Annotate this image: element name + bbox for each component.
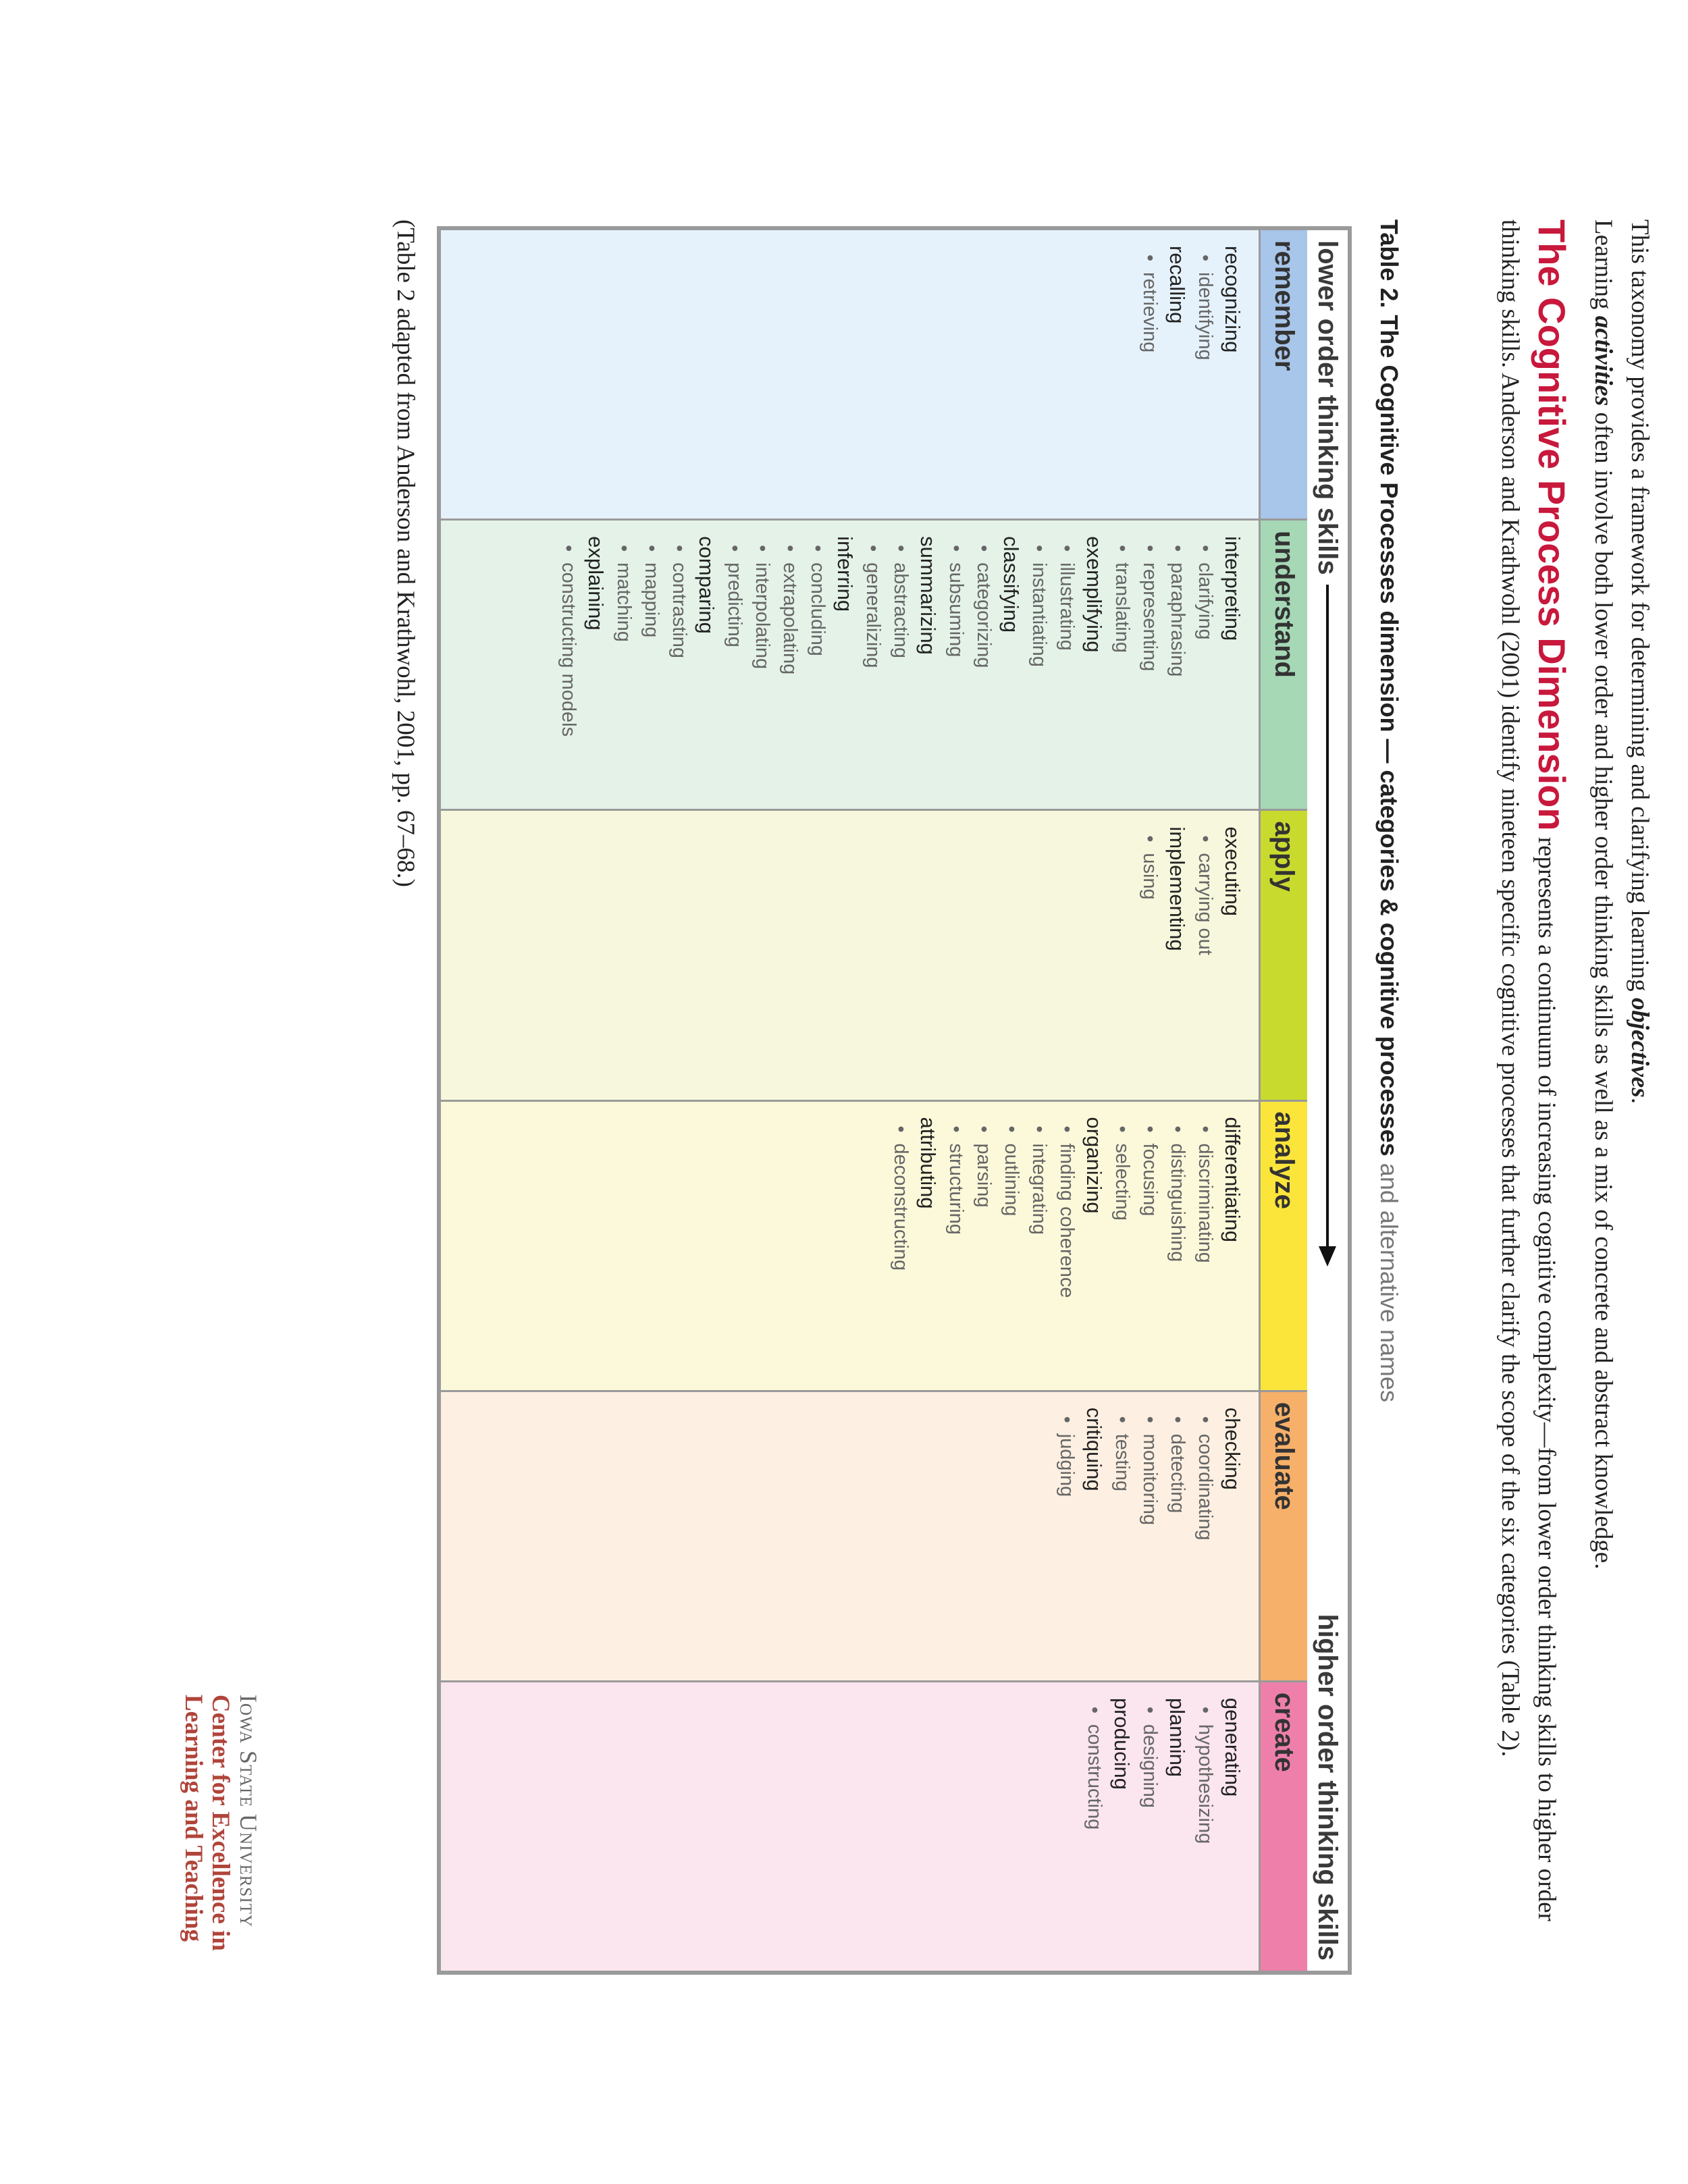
- lower-order-label: lower order thinking skills: [1313, 240, 1343, 575]
- alternative-name: • outlining: [997, 1102, 1025, 1390]
- column-remember: [441, 230, 1307, 521]
- alternative-name: • carrying out: [1191, 811, 1219, 1099]
- cognitive-process: inferring: [833, 536, 857, 612]
- cognitive-process: differentiating: [1221, 1117, 1244, 1243]
- isu-celt-logo: [180, 1695, 263, 1951]
- logo-center-line-1: Center for Excellence in: [207, 1695, 234, 1951]
- column-analyze: [441, 1102, 1307, 1392]
- alternative-name: • distinguishing: [1163, 1102, 1191, 1390]
- cognitive-process: exemplifying: [1082, 536, 1106, 653]
- cognitive-process: planning: [1165, 1697, 1189, 1778]
- table-caption: [1375, 219, 1403, 1975]
- alternative-name: • instantiating: [1025, 521, 1053, 809]
- cognitive-process: implementing: [1165, 826, 1189, 951]
- column-understand: [441, 521, 1307, 811]
- alternative-name: • focusing: [1136, 1102, 1163, 1390]
- cognitive-process: recognizing: [1221, 246, 1244, 353]
- cognitive-process: summarizing: [916, 536, 940, 655]
- column-apply: [441, 811, 1307, 1101]
- cognitive-process: explaining: [584, 536, 608, 631]
- alternative-name: • coordinating: [1191, 1392, 1219, 1680]
- category-body-create: [441, 1682, 1259, 1971]
- intro-line-1: This taxonomy provides a framework for determining and clarifying learning objectives.: [1626, 219, 1654, 1104]
- thinking-skills-continuum: [1307, 230, 1348, 1971]
- category-header-understand: understand: [1259, 521, 1307, 809]
- category-body-apply: [441, 811, 1259, 1099]
- alternative-name: • parsing: [970, 1102, 997, 1390]
- cognitive-process: attributing: [916, 1117, 940, 1209]
- alternative-name: • detecting: [1163, 1392, 1191, 1680]
- alternative-name: • interpolating: [748, 521, 776, 809]
- cognitive-process: checking: [1221, 1407, 1244, 1491]
- table-footnote: (Table 2 adapted from Anderson and Krathwohl, 2001, pp. 67–68.): [392, 219, 419, 887]
- alternative-name: • extrapolating: [776, 521, 803, 809]
- column-create: [441, 1682, 1307, 1971]
- category-columns: [441, 230, 1307, 1971]
- category-header-evaluate: evaluate: [1259, 1392, 1307, 1680]
- dimension-title: The Cognitive Process Dimension: [1531, 219, 1573, 831]
- category-header-create: create: [1259, 1682, 1307, 1971]
- alternative-name: • clarifying: [1191, 521, 1219, 809]
- intro-line-2: Learning activities often involve both lower order and higher order thinking skills as well as a mix of concrete and abstract knowledge.: [1589, 219, 1617, 1570]
- cognitive-process: recalling: [1165, 246, 1189, 324]
- category-body-understand: [441, 521, 1259, 809]
- dimension-text: represents a continuum of increasing cognitive complexity—from lower order thinking skills to higher order thinking skills. Anderson and Krathwohl (2001) identify nineteen specific cognitive processes that further clarify the scope of the six categories (Table 2).: [1496, 219, 1560, 1921]
- category-header-remember: remember: [1259, 230, 1307, 518]
- cognitive-process: critiquing: [1082, 1407, 1106, 1491]
- cognitive-process: executing: [1221, 826, 1244, 917]
- continuum-arrow-head-icon: [1319, 1246, 1336, 1267]
- alternative-name: • representing: [1136, 521, 1163, 809]
- alternative-name: • testing: [1108, 1392, 1136, 1680]
- alternative-name: • illustrating: [1053, 521, 1080, 809]
- alternative-name: • deconstructing: [887, 1102, 914, 1390]
- alternative-name: • hypothesizing: [1191, 1682, 1219, 1971]
- category-header-analyze: analyze: [1259, 1102, 1307, 1390]
- alternative-name: • matching: [610, 521, 637, 809]
- alternative-name: • mapping: [637, 521, 665, 809]
- higher-order-label: higher order thinking skills: [1313, 1614, 1343, 1961]
- alternative-name: • constructing: [1080, 1682, 1108, 1971]
- alternative-name: • generalizing: [859, 521, 887, 809]
- cognitive-process: generating: [1221, 1697, 1244, 1797]
- alternative-name: • contrasting: [665, 521, 693, 809]
- alternative-name: • discriminating: [1191, 1102, 1219, 1390]
- alternative-name: • predicting: [720, 521, 748, 809]
- alternative-name: • categorizing: [970, 521, 997, 809]
- alternative-name: • designing: [1136, 1682, 1163, 1971]
- alternative-name: • integrating: [1025, 1102, 1053, 1390]
- alternative-name: • judging: [1053, 1392, 1080, 1680]
- alternative-name: • abstracting: [887, 521, 914, 809]
- alternative-name: • subsuming: [942, 521, 970, 809]
- objectives-emphasis: objectives: [1626, 997, 1654, 1098]
- cognitive-process: producing: [1110, 1697, 1134, 1790]
- alternative-name: • structuring: [942, 1102, 970, 1390]
- alternative-name: • identifying: [1191, 230, 1219, 518]
- cognitive-process: comparing: [695, 536, 718, 634]
- alternative-name: • retrieving: [1136, 230, 1163, 518]
- category-body-evaluate: [441, 1392, 1259, 1680]
- alternative-name: • using: [1136, 811, 1163, 1099]
- continuum-arrow-line: [1326, 585, 1329, 1246]
- intro-paragraph: [1585, 219, 1658, 1961]
- caption-bold: Table 2. The Cognitive Processes dimension — categories & cognitive processes: [1375, 219, 1403, 1156]
- category-body-remember: [441, 230, 1259, 518]
- logo-center-line-2: Learning and Teaching: [180, 1695, 207, 1942]
- cognitive-process-table: [437, 226, 1352, 1975]
- cognitive-process: organizing: [1082, 1117, 1106, 1214]
- alternative-name: • finding coherence: [1053, 1102, 1080, 1390]
- category-body-analyze: [441, 1102, 1259, 1390]
- logo-university: Iowa State University: [235, 1695, 262, 1927]
- column-evaluate: [441, 1392, 1307, 1682]
- dimension-paragraph: [1492, 219, 1573, 1961]
- alternative-name: • monitoring: [1136, 1392, 1163, 1680]
- alternative-name: • concluding: [803, 521, 831, 809]
- alternative-name: • translating: [1108, 521, 1136, 809]
- alternative-name: • selecting: [1108, 1102, 1136, 1390]
- category-header-apply: apply: [1259, 811, 1307, 1099]
- alternative-name: • paraphrasing: [1163, 521, 1191, 809]
- activities-emphasis: activities: [1589, 315, 1617, 406]
- cognitive-process: interpreting: [1221, 536, 1244, 641]
- cognitive-process: classifying: [999, 536, 1023, 633]
- alternative-name: • constructing models: [554, 521, 582, 809]
- caption-light: and alternative names: [1375, 1156, 1403, 1403]
